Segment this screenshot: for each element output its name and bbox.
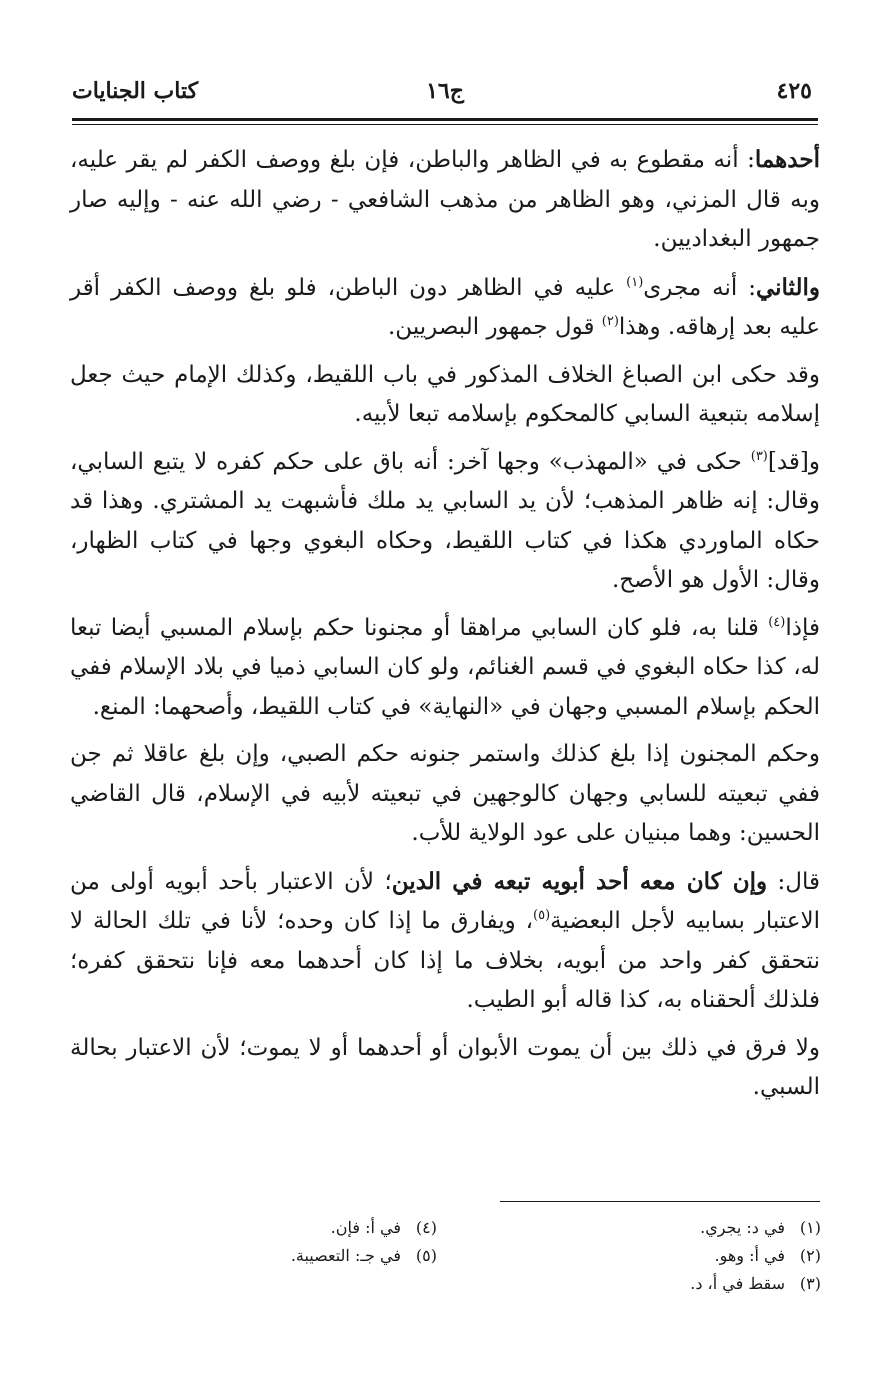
paragraph-text: عليه في الظاهر دون الباطن، فلو بلغ ووصف الكفر أقر عليه بعد إرهاقه. وهذا — [70, 274, 820, 340]
paragraph-2 — [70, 268, 820, 348]
paragraph-text: قال: — [767, 868, 820, 895]
paragraph-text: و[قد] — [767, 448, 820, 475]
paragraph-text: ، ويفارق ما إذا كان وحده؛ لأنا في تلك الحالة لا نتحقق كفر واحد من أبويه، بخلاف ما إذا كان أحدهما معه فإنا نتحقق كفره؛ فلذلك ألحقناه به، كذا قاله أبو الطيب. — [70, 908, 820, 1013]
footnote-number: (٢) — [799, 1246, 821, 1265]
book-title: كتاب الجنايات — [72, 78, 199, 104]
footnote-ref-1[interactable]: (١) — [626, 274, 644, 290]
footnote-text: في جـ: التعصيبة. — [290, 1246, 401, 1265]
paragraph-text: قلنا به، فلو كان السابي مراهقا أو مجنونا حكم بإسلام المسبي أيضا تبعا له، كذا حكاه البغوي في قسم الغنائم، ولو كان السابي ذميا في بلاد الإسلام ففي الحكم بإسلام المسبي وجهان في «النهاية» في كتاب اللقيط، وأصحهما: المنع. — [70, 614, 820, 720]
footnote-number: (١) — [799, 1218, 821, 1237]
footnote-ref-5[interactable]: (٥) — [533, 908, 551, 923]
paragraph-5 — [70, 609, 820, 728]
footnotes-column-left — [137, 1214, 437, 1270]
paragraph-4 — [70, 443, 820, 601]
footnote-text: في أ: وهو. — [714, 1246, 785, 1265]
volume-label: ج١٦ — [426, 78, 464, 104]
footnote-number: (٥) — [415, 1246, 437, 1265]
footnote-ref-2[interactable]: (٢) — [601, 314, 619, 329]
footnote-2 — [521, 1242, 821, 1270]
footnote-ref-4[interactable]: (٤) — [768, 614, 786, 630]
footnote-number: (٣) — [799, 1274, 821, 1293]
paragraph-7 — [70, 862, 820, 1021]
footnote-3 — [521, 1270, 821, 1298]
footnote-rule — [500, 1201, 820, 1202]
quoted-matn: وإن كان معه أحد أبويه تبعه في الدين — [391, 867, 768, 895]
paragraph-text: : أنه مجرى — [643, 274, 756, 301]
page-header — [72, 74, 818, 108]
paragraph-text: قول جمهور البصريين. — [388, 314, 602, 340]
paragraph-3: وقد حكى ابن الصباغ الخلاف المذكور في باب اللقيط، وكذلك الإمام حيث جعل إسلامه بتبعية السابي كالمحكوم بإسلامه تبعا لأبيه. — [70, 361, 820, 427]
footnote-number: (٤) — [415, 1218, 437, 1237]
paragraph-lead: أحدهما — [754, 146, 820, 173]
footnote-1 — [521, 1214, 821, 1242]
footnote-text: سقط في أ، د. — [690, 1274, 785, 1293]
paragraph-text: فإذا — [785, 614, 820, 641]
footnotes-column-right — [521, 1214, 821, 1298]
paragraph-text: : أنه مقطوع به في الظاهر والباطن، فإن بلغ ووصف الكفر لم يقر عليه، وبه قال المزني، وهو الظاهر من مذهب الشافعي - رضي الله عنه - وإليه صار جمهور البغداديين. — [70, 147, 820, 252]
footnote-text: في د: يجري. — [700, 1218, 785, 1237]
footnote-5 — [137, 1242, 437, 1270]
footnote-text: في أ: فإن. — [330, 1218, 401, 1237]
paragraph-8: ولا فرق في ذلك بين أن يموت الأبوان أو أحدهما أو لا يموت؛ لأن الاعتبار بحالة السبي. — [70, 1034, 820, 1100]
main-text — [70, 140, 820, 1116]
paragraph-text: ؛ لأن الاعتبار بأحد أبويه أولى من الاعتبار بسابيه لأجل البعضية — [70, 868, 820, 934]
header-rule-thin — [72, 124, 818, 125]
page-number: ٤٢٥ — [776, 78, 812, 104]
footnote-ref-3[interactable]: (٣) — [750, 448, 768, 464]
paragraph-text: حكى في «المهذب» وجها آخر: أنه باق على حكم كفره لا يتبع السابي، وقال: إنه ظاهر المذهب؛ لأن يد السابي يد ملك فأشبهت يد المشتري. وهذا قد حكاه الماوردي هكذا في كتاب اللقيط، وحكاه البغوي وجها في كتاب الظهار، وقال: الأول هو الأصح. — [70, 448, 820, 593]
footnote-4 — [137, 1214, 437, 1242]
paragraph-lead: والثاني — [755, 273, 820, 301]
paragraph-1 — [70, 140, 820, 260]
header-rule-thick — [72, 118, 818, 121]
paragraph-6: وحكم المجنون إذا بلغ كذلك واستمر جنونه حكم الصبي، وإن بلغ عاقلا ثم جن ففي تبعيته للسابي وجهان كالوجهين في تبعيته لأبيه في الإسلام، قال القاضي الحسين: وهما مبنيان على عود الولاية للأب. — [70, 741, 820, 846]
